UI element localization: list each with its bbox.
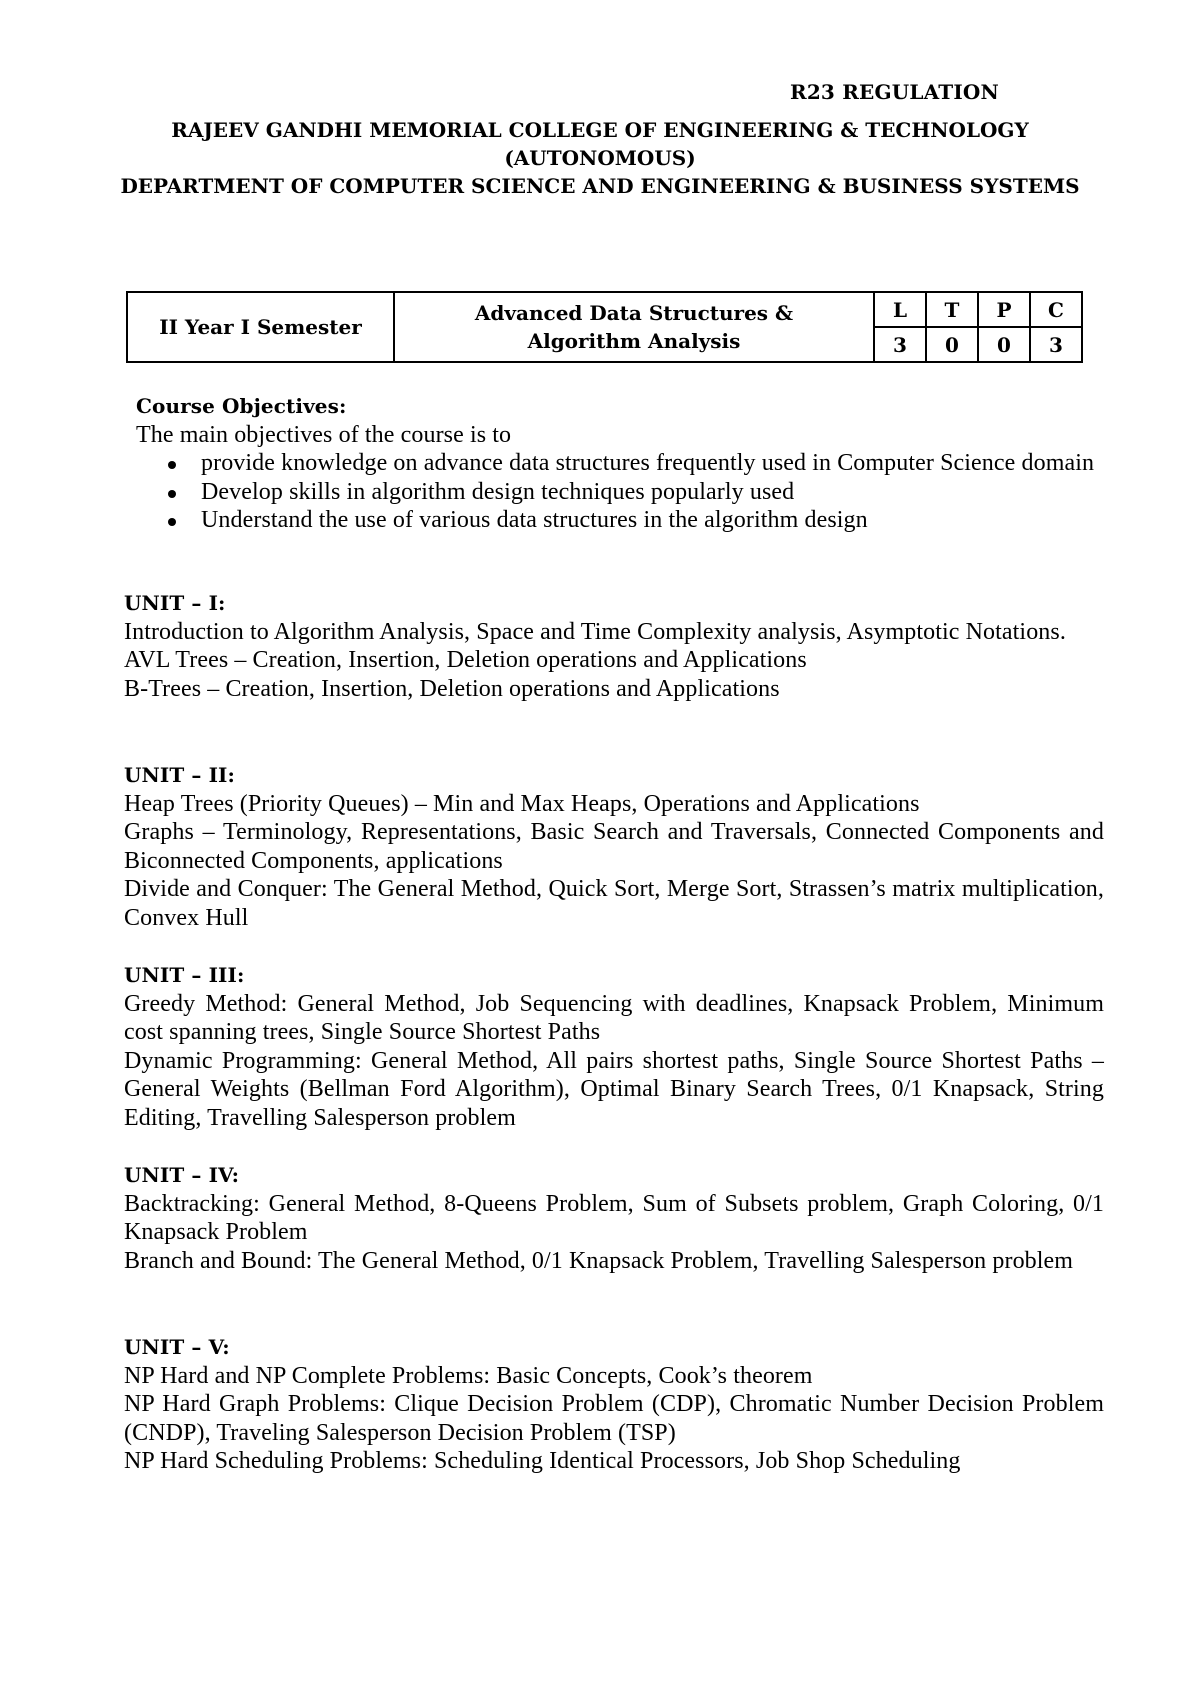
header-l: L <box>874 292 926 327</box>
course-title-cell <box>394 292 874 362</box>
course-info-table <box>126 291 1083 363</box>
objective-item: Develop skills in algorithm design techniques popularly used <box>136 478 1106 507</box>
unit-paragraph: Greedy Method: General Method, Job Sequencing with deadlines, Knapsack Problem, Minimum cost spanning trees, Single Source Shortest Paths <box>124 990 1104 1045</box>
unit-paragraph: NP Hard Scheduling Problems: Scheduling Identical Processors, Job Shop Scheduling <box>124 1448 961 1474</box>
header-p: P <box>978 292 1030 327</box>
semester-cell: II Year I Semester <box>127 292 394 362</box>
unit-4 <box>124 1161 1104 1275</box>
unit-title: UNIT – I: <box>124 591 226 615</box>
unit-paragraph: Introduction to Algorithm Analysis, Space and Time Complexity analysis, Asymptotic Notations. <box>124 618 1066 645</box>
autonomous-label: (AUTONOMOUS) <box>504 146 696 170</box>
value-c: 3 <box>1030 327 1082 362</box>
objective-item: Understand the use of various data structures in the algorithm design <box>136 506 1106 535</box>
unit-title: UNIT – V: <box>124 1335 230 1359</box>
objective-item: provide knowledge on advance data structures frequently used in Computer Science domain <box>136 449 1106 478</box>
course-objectives <box>136 392 1096 535</box>
unit-paragraph: Divide and Conquer: The General Method, Quick Sort, Merge Sort, Strassen’s matrix multiplication, Convex Hull <box>124 876 1104 931</box>
unit-paragraph: NP Hard Graph Problems: Clique Decision Problem (CDP), Chromatic Number Decision Problem (CNDP), Traveling Salesperson Decision Problem (TSP) <box>124 1391 1104 1446</box>
value-l: 3 <box>874 327 926 362</box>
college-name: RAJEEV GANDHI MEMORIAL COLLEGE OF ENGINEERING & TECHNOLOGY <box>171 118 1029 142</box>
header-c: C <box>1030 292 1082 327</box>
value-t: 0 <box>926 327 978 362</box>
unit-2 <box>124 761 1104 932</box>
department-name: DEPARTMENT OF COMPUTER SCIENCE AND ENGINEERING & BUSINESS SYSTEMS <box>120 174 1080 198</box>
unit-paragraph: NP Hard and NP Complete Problems: Basic Concepts, Cook’s theorem <box>124 1362 813 1389</box>
unit-paragraph: Graphs – Terminology, Representations, Basic Search and Traversals, Connected Components and Biconnected Components, applications <box>124 819 1104 874</box>
unit-3 <box>124 961 1104 1132</box>
unit-paragraph: Heap Trees (Priority Queues) – Min and Max Heaps, Operations and Applications <box>124 790 920 817</box>
course-title-line1: Advanced Data Structures & <box>474 301 794 325</box>
unit-title: UNIT – III: <box>124 963 245 987</box>
unit-paragraph: Dynamic Programming: General Method, All pairs shortest paths, Single Source Shortest Paths – General Weights (Bellman Ford Algorithm), Optimal Binary Search Trees, 0/1 Knapsack, String Editing, Travelling Salesperson problem <box>124 1047 1104 1131</box>
unit-paragraph: Backtracking: General Method, 8-Queens Problem, Sum of Subsets problem, Graph Coloring, 0/1 Knapsack Problem <box>124 1190 1104 1245</box>
unit-title: UNIT – II: <box>124 763 235 787</box>
header-t: T <box>926 292 978 327</box>
regulation-label: R23 REGULATION <box>790 80 1000 104</box>
value-p: 0 <box>978 327 1030 362</box>
objectives-intro: The main objectives of the course is to <box>136 421 512 448</box>
objectives-list <box>136 449 1096 535</box>
unit-1 <box>124 589 1104 703</box>
objectives-title: Course Objectives: <box>136 394 347 418</box>
unit-paragraph: Branch and Bound: The General Method, 0/1 Knapsack Problem, Travelling Salesperson problem <box>124 1247 1074 1274</box>
unit-paragraph: AVL Trees – Creation, Insertion, Deletion operations and Applications <box>124 647 807 673</box>
unit-paragraph: B-Trees – Creation, Insertion, Deletion operations and Applications <box>124 675 780 702</box>
unit-5 <box>124 1333 1104 1476</box>
unit-title: UNIT – IV: <box>124 1163 240 1187</box>
course-title-line2: Algorithm Analysis <box>527 329 741 353</box>
